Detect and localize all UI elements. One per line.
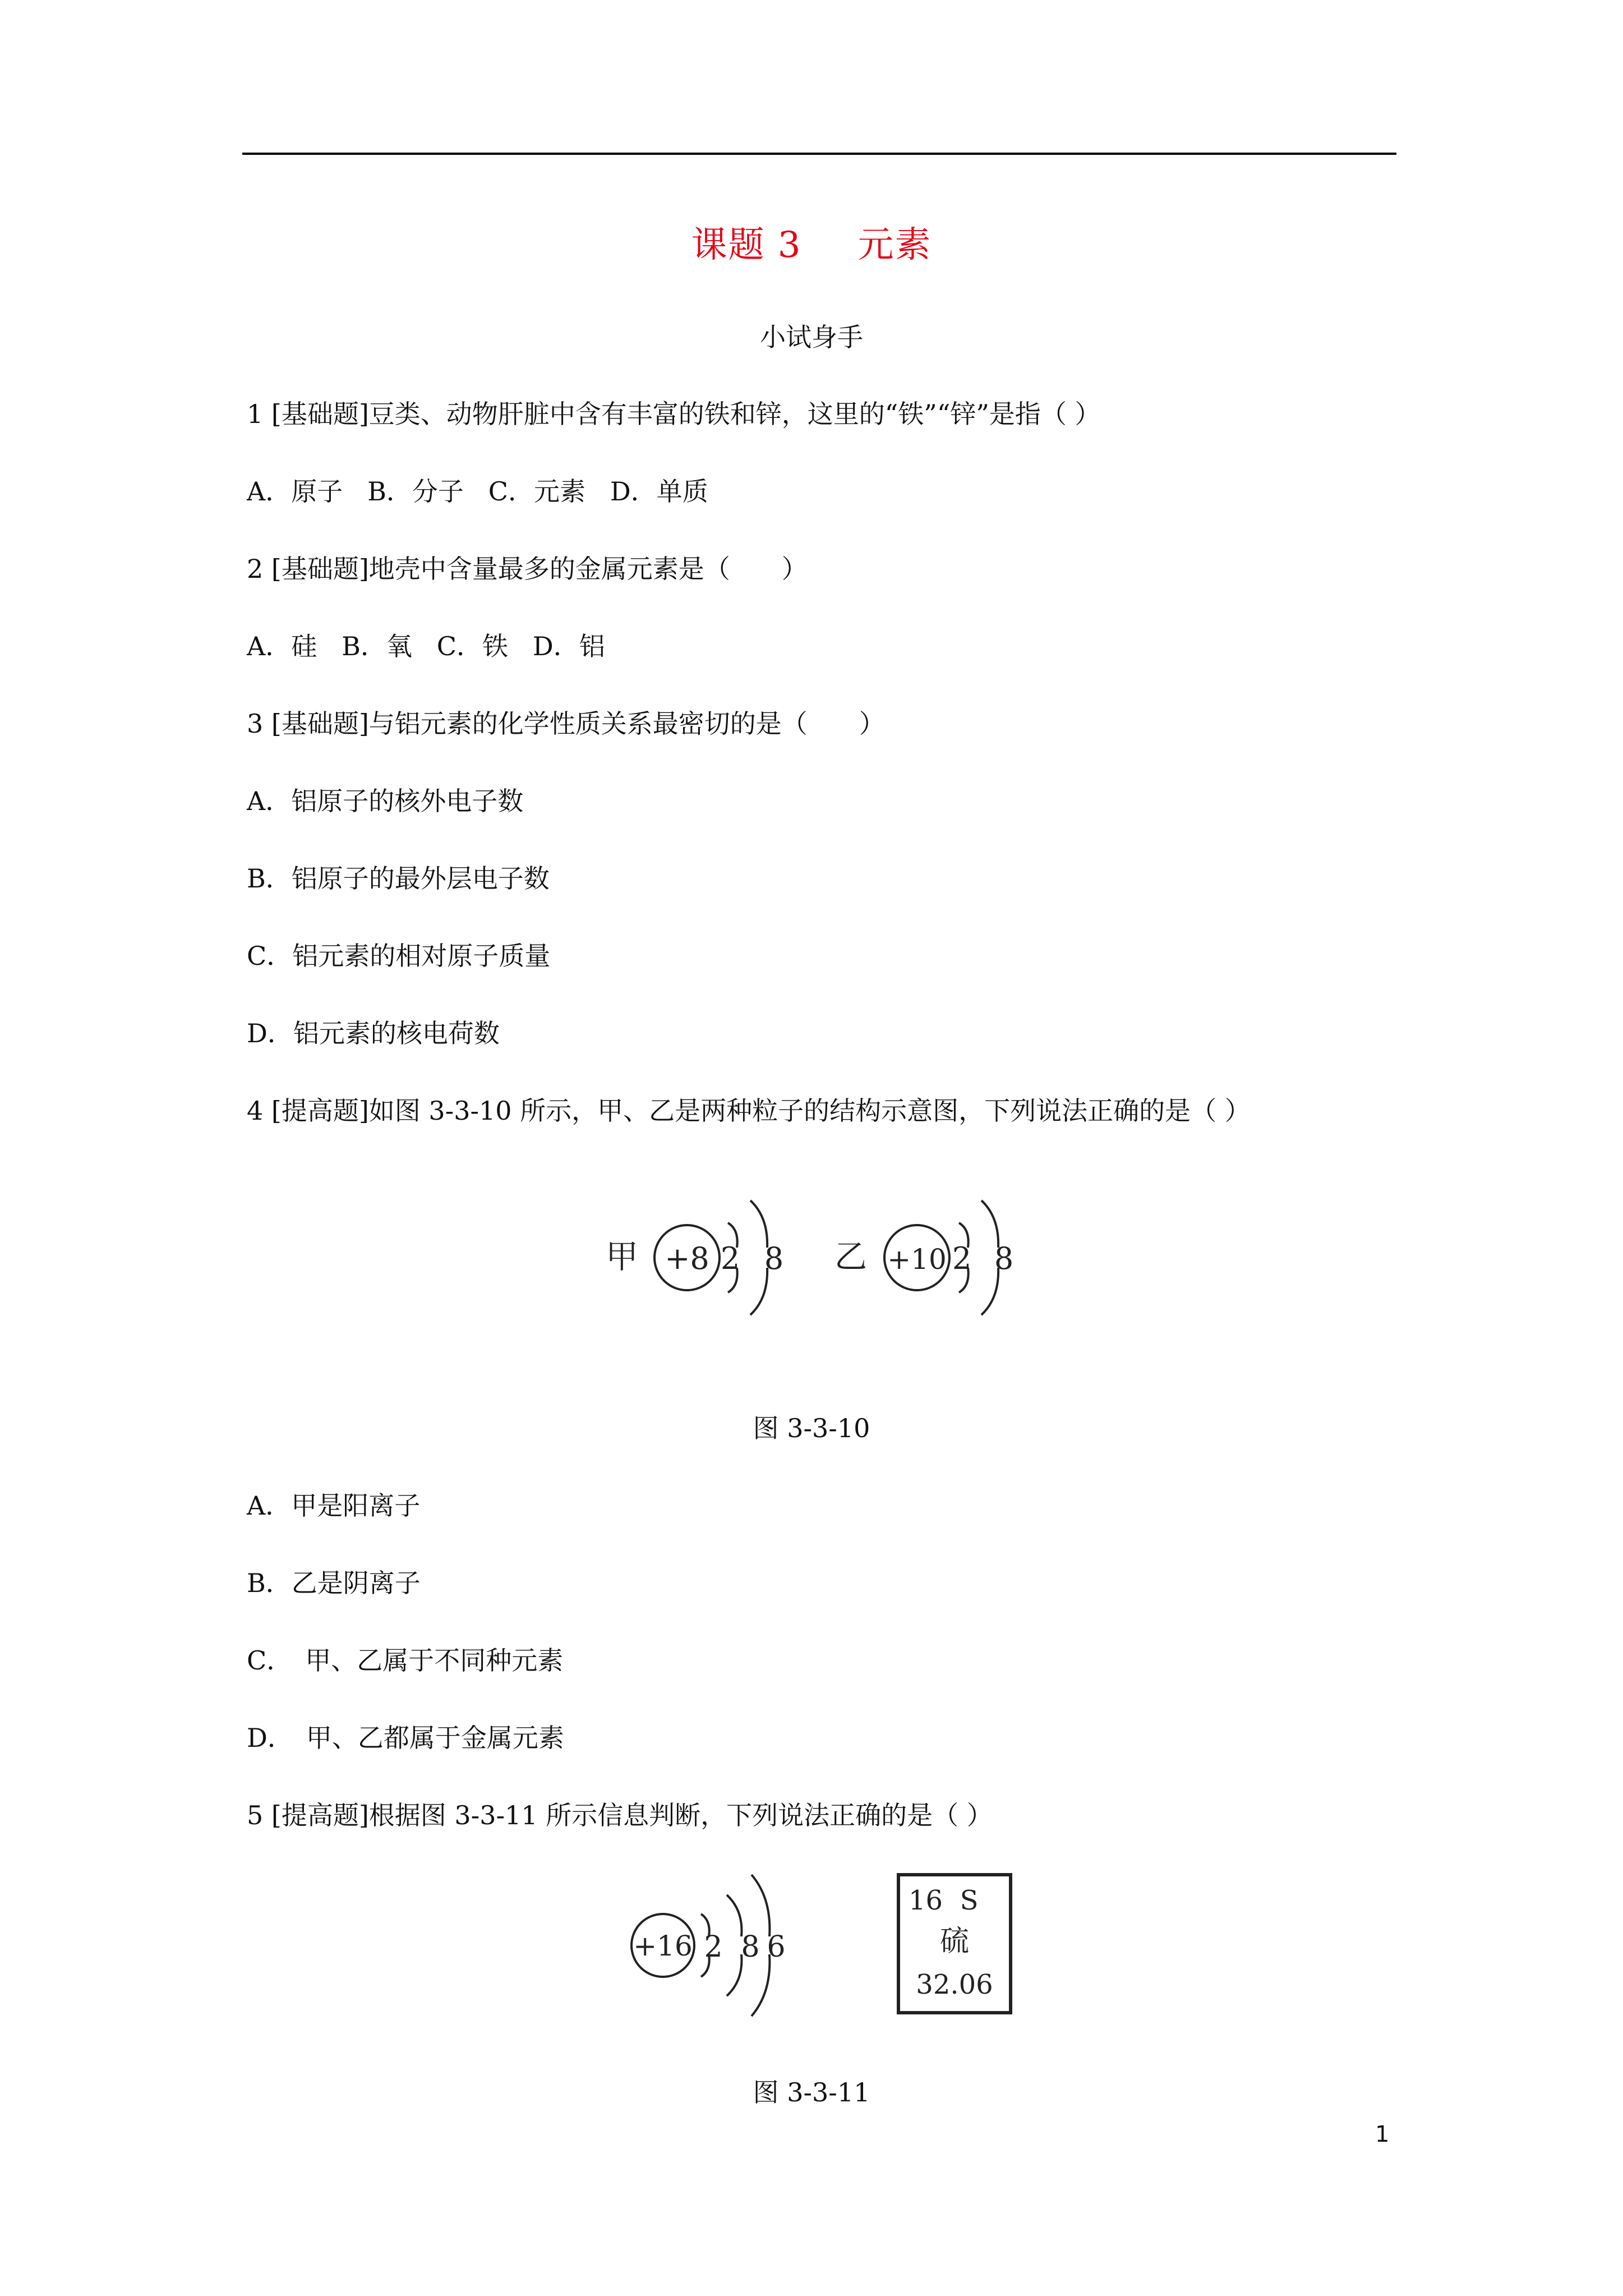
question-4-option-b: B．乙是阴离子: [247, 1568, 421, 1598]
particle-jia: [606, 1200, 783, 1315]
page-number: 1: [1375, 2122, 1390, 2147]
sulfur-shell3-arc-top: [751, 1875, 769, 1936]
lesson-title: [0, 216, 1623, 268]
question-2-options: A．硅 B．氧 C．铁 D．铝: [247, 631, 605, 661]
question-1-options: A．原子 B．分子 C．元素 D．单质: [247, 476, 708, 507]
element-card-number-symbol: 16 S: [909, 1885, 979, 1916]
lesson-title-topic: 元素: [857, 224, 932, 266]
question-2-stem: 2 [基础题]地壳中含量最多的金属元素是（ ）: [247, 554, 808, 584]
question-5-stem: 5 [提高题]根据图 3-3-11 所示信息判断，下列说法正确的是（ ）: [247, 1800, 993, 1830]
question-3-option-a: A．铝原子的核外电子数: [247, 786, 524, 816]
particle-yi-nucleus: +10: [887, 1243, 947, 1276]
sulfur-element-card: [898, 1875, 1011, 2013]
figure-3-3-11: [617, 1862, 1032, 2031]
particle-jia-shell1: 2: [720, 1241, 740, 1276]
question-3-option-b: B．铝原子的最外层电子数: [247, 863, 550, 894]
question-4-stem: 4 [提高题]如图 3-3-10 所示，甲、乙是两种粒子的结构示意图，下列说法正确的是（ ）: [247, 1096, 1251, 1126]
question-3-stem: 3 [基础题]与铝元素的化学性质关系最密切的是（ ）: [247, 708, 885, 739]
sulfur-shell2: 8: [741, 1930, 760, 1964]
element-card-mass: 32.06: [916, 1969, 993, 2000]
particle-yi-shell1: 2: [952, 1241, 972, 1276]
question-4-option-d: D． 甲、乙都属于金属元素: [247, 1723, 564, 1753]
question-3-option-d: D．铝元素的核电荷数: [247, 1018, 500, 1048]
particle-yi-shell2: 8: [994, 1241, 1014, 1276]
sulfur-atom-diagram: [631, 1875, 786, 2016]
particle-jia-shell2: 8: [764, 1241, 784, 1276]
figure-3-3-10: [600, 1178, 1060, 1329]
sulfur-shell2-arc-top: [727, 1895, 741, 1936]
lesson-title-number: 课题 3: [691, 224, 802, 266]
sulfur-nucleus: +16: [633, 1930, 693, 1962]
particle-yi: [834, 1200, 1013, 1315]
figure-3-3-10-caption: 图 3-3-10: [753, 1413, 870, 1443]
sulfur-shell3: 6: [767, 1930, 786, 1964]
element-card-name: 硫: [939, 1925, 970, 1958]
question-3-option-c: C．铝元素的相对原子质量: [247, 941, 551, 971]
sulfur-shell2-arc-bottom: [727, 1954, 741, 1996]
particle-jia-label: 甲: [606, 1237, 639, 1276]
particle-yi-label: 乙: [834, 1237, 868, 1276]
particle-jia-nucleus: +8: [665, 1241, 709, 1276]
question-4-option-a: A．甲是阳离子: [247, 1490, 421, 1521]
section-subtitle: 小试身手: [760, 322, 863, 352]
header-rule: [242, 153, 1396, 155]
question-4-option-c: C． 甲、乙属于不同种元素: [247, 1645, 564, 1676]
figure-3-3-11-caption: 图 3-3-11: [753, 2077, 870, 2108]
sulfur-shell1: 2: [704, 1930, 723, 1964]
question-1-stem: 1 [基础题]豆类、动物肝脏中含有丰富的铁和锌，这里的“铁”“锌”是指（ ）: [247, 399, 1101, 429]
